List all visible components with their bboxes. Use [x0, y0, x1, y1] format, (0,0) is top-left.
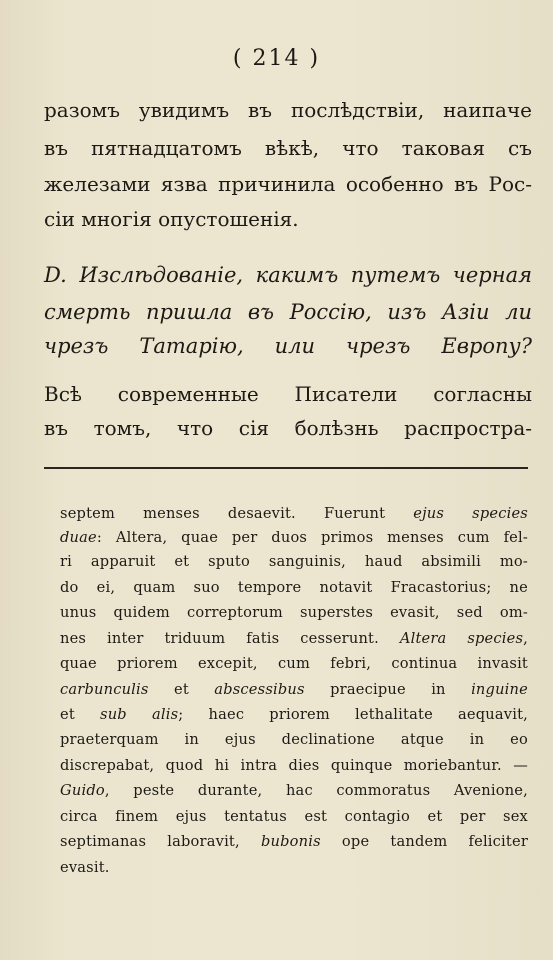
heading-line-2: смерть пришла въ Россію, изъ Азіи ли [44, 300, 532, 324]
footnote-line-11: discrepabat, quod hi intra dies quinque moriebantur. — [60, 757, 528, 774]
footnote-line-13: circa finem ejus tentatus est contagio et per sex [60, 808, 528, 825]
footnote-line-2: duae: Altera, quae per duos primos menses cum fel- [60, 529, 528, 546]
footnote-line-1: septem menses desaevit. Fuerunt ejus species [60, 505, 528, 522]
footnote-line-6: nes inter triduum fatis cesserunt. Altera species, [60, 630, 528, 647]
footnote-line-14: septimanas laboravit, bubonis ope tandem feliciter [60, 833, 528, 850]
main-line-3: железами язва причинила особенно въ Рос- [44, 172, 532, 196]
footnote-line-15: evasit. [60, 859, 110, 876]
main-line-4: сіи многія опустошенія. [44, 207, 299, 231]
main-line-1: разомъ увидимъ въ послѣдствіи, наипаче [44, 98, 532, 122]
footnote-line-12: Guido, peste durante, hac commoratus Avenione, [60, 782, 528, 799]
footnote-separator-rule [44, 467, 528, 469]
paragraph-line-1: Всѣ современные Писатели согласны [44, 382, 532, 406]
heading-line-3: чрезъ Татарію, или чрезъ Европу? [44, 334, 532, 358]
paragraph-line-2: въ томъ, что сія болѣзнь распростра- [44, 416, 532, 440]
footnote-line-3: ri apparuit et sputo sanguinis, haud absimili mo- [60, 553, 528, 570]
footnote-line-4: do ei, quam suo tempore notavit Fracastorius; ne [60, 579, 528, 596]
footnote-line-7: quae priorem excepit, cum febri, continua invasit [60, 655, 528, 672]
main-line-2: въ пятнадцатомъ вѣкѣ, что таковая съ [44, 136, 532, 160]
page-number: ( 214 ) [232, 46, 321, 71]
footnote-line-8: carbunculis et abscessibus praecipue in inguine [60, 681, 528, 698]
footnote-line-10: praeterquam in ejus declinatione atque in eo [60, 731, 528, 748]
heading-line-1: D. Изслѣдованіе, какимъ путемъ черная [44, 263, 532, 287]
footnote-line-9: et sub alis; haec priorem lethalitate aequavit, [60, 706, 529, 723]
footnote-line-5: unus quidem correptorum superstes evasit, sed om- [60, 604, 528, 621]
